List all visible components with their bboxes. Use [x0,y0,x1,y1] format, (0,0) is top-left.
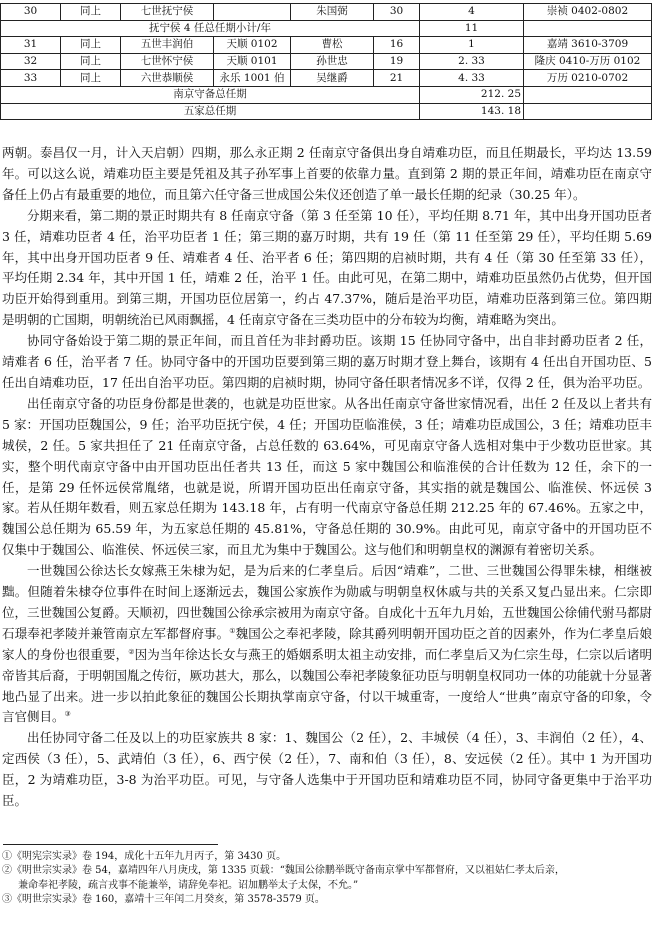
footnote-divider [3,844,218,845]
cell-name: 吴继爵 [291,70,374,87]
cell-index: 31 [1,37,61,54]
total-blank [524,86,652,103]
cell-years: 4 [420,4,524,21]
paragraph: 出任南京守备的功臣身份都是世袭的，也就是功臣世家。从各出任南京守备世家情况看，出任 2 任及以上者共有 5 家：开国功臣魏国公，9 任；治平功臣抚宁侯，4 任；开国功臣临淮侯，3 任；靖难功臣成国公，3 任；靖难功臣丰城侯，2 任。5 家共担任了 21 任南京守备，占总任数的 63.64%，可见南京守备人选相对集中于少数功臣世家。其实，整个明代南京守备中由开国功臣出任者共 13 任，而这 5 家中魏国公和临淮侯的合计任数为 12 任，余下的一任，是第 29 任怀远侯常胤绪，也就是说，所谓开国功臣出任南京守备，其实指的就是魏国公、临淮侯、怀远侯 3 家。若从任期年数看，则五家总任期为 143.18 年，占有明一代南京守备总任期 212.25 年的 67.46%。五家之中，魏国公总任期为 65.59 年，为五家总任期的 45.81%，守备总任期的 30.9%。由此可见，南京守备中的开国功臣不仅集中于魏国公、临淮侯、怀远侯三家，而且尤为集中于魏国公。这与他们和明朝皇权的渊源有着密切关系。 [2,395,652,558]
paragraph: 分期来看，第二期的景正时期共有 8 任南京守备（第 3 任至第 10 任），平均任期 8.71 年，其中出身开国功臣者 3 任，靖难功臣者 4 任，治平功臣者 1 任；第三期的嘉万时期，共有 19 任（第 11 任至第 29 任），平均任期 5.69 年，其中出身开国功臣者 9 任、靖难者 4 任、治平者 6 任；第四期的启祯时期，共有 4 任（第 30 任至第 33 任），平均任期 2.34 年，其中开国 1 任，靖难 2 任，治平 1 任。由此可见，在第二期中，靖难功臣虽然仍占优势，但开国功臣开始得到重用。到第三期，开国功臣位居第一，约占 47.37%，随后是治平功臣，靖难功臣落到第三位。第四期是明朝的亡国期，明朝统治已风雨飘摇，4 任南京守备在三类功臣中的分布较为均衡，靖难略为突出。 [2,207,652,328]
paragraph: 两朝。泰昌仅一月，计入天启朝）四期，那么永正期 2 任南京守备俱出身自靖难功臣，而且任期最长，平均达 13.59 年。可以这么说，靖难功臣主要是凭祖及其子孙军事上首要的依靠力量。直到第 2 期的景正年间，靖难功臣在南京守备任上仍占有最重要的地位，而且第六任守备三世成国公朱仪还创造了单一最长任期的纪录（30.25 年）。 [2,145,652,202]
subtotal-value: 11 [420,20,524,37]
cell-ennobled: 永乐 1001 伯 [214,70,291,87]
cell-index: 33 [1,70,61,87]
subtotal-blank [524,20,652,37]
cell-title: 七世抚宁侯 [121,4,214,21]
subtotal-label: 抚宁侯 4 任总任期小计/年 [1,20,420,37]
cell-index: 32 [1,53,61,70]
cell-title: 六世恭顺侯 [121,70,214,87]
cell-period: 嘉靖 3610-3709 [524,37,652,54]
paragraph: 出任协同守备二任及以上的功臣家族共 8 家：1、魏国公（2 任），2、丰城侯（4 任），3、丰润伯（2 任），4、定西侯（3 任），5、武靖伯（3 任），6、西宁侯（2 任），7、南和伯（3 任），8、安远侯（2 任）。其中 1 为开国功臣，2 为靖难功臣，3-8 为治平功臣。可见，与守备人选集中于开国功臣和靖难功臣不同，协同守备更集中于治平功臣。 [2,730,652,809]
tenure-table [0,3,652,120]
subtotal-row [1,20,652,37]
cell-name: 朱国弼 [291,4,374,21]
cell-ennobled [214,4,291,21]
table-row [1,70,652,87]
footnote-mark[interactable]: ② [128,647,135,656]
cell-order: 30 [374,4,420,21]
paragraph: 协同守备始设于第二期的景正年间，而且首任为非封爵功臣。该期 15 任协同守备中，出自非封爵功臣者 2 任，靖难者 6 任，治平者 7 任。协同守备中的开国功臣要到第三期的嘉万时期才登上舞台，该期有 4 任出自开国功臣、5 任出自靖难功臣，17 任出自治平功臣。第四期的启祯时期，协同守备任职者情况多不详，仅得 2 任，俱为治平功臣。 [2,333,652,390]
total-five-row [1,103,652,120]
body-text [2,143,652,812]
cell-period: 崇祯 0402-0802 [524,4,652,21]
total-blank [524,103,652,120]
cell-period: 万历 0210-0702 [524,70,652,87]
cell-category: 同上 [61,4,121,21]
table-row [1,53,652,70]
cell-title: 五世丰润伯 [121,37,214,54]
table-row [1,4,652,21]
footnote-mark[interactable]: ③ [64,710,71,719]
cell-order: 21 [374,70,420,87]
cell-category: 同上 [61,53,121,70]
footnote [2,864,652,878]
cell-name: 曹松 [291,37,374,54]
cell-order: 16 [374,37,420,54]
footnote-text: 《明世宗实录》卷 160，嘉靖十三年闰二月癸亥，第 3578-3579 页。 [12,894,325,906]
footnote [2,893,652,907]
table-row [1,37,652,54]
cell-ennobled: 天顺 0101 [214,53,291,70]
cell-years: 1 [420,37,524,54]
paragraph-text: 因为当年徐达长女与燕王的婚姻系明太祖主动安排，而仁孝皇后又为仁宗生母，仁宗以后诸明帝皆其后裔，于明朝国胤之传衍，厥功甚大，那么，以魏国公奉祀孝陵象征功臣与明朝皇权同功一体的功能就十分显著地凸显了出来。进一步以拍此象征的魏国公长期执掌南京守备，付以干城重寄，一度给人“世典”南京守备的印象，令言官侧目。 [2,646,652,725]
cell-ennobled: 天顺 0102 [214,37,291,54]
cell-name: 孙世忠 [291,53,374,70]
total-nanjing-label: 南京守备总任期 [1,86,420,103]
paragraph [2,561,652,728]
cell-years: 2. 33 [420,53,524,70]
total-nanjing-value: 212. 25 [420,86,524,103]
footnote-number: ② [2,865,12,877]
cell-years: 4. 33 [420,70,524,87]
cell-index: 30 [1,4,61,21]
cell-category: 同上 [61,70,121,87]
cell-order: 19 [374,53,420,70]
footnote-number: ① [2,851,12,862]
cell-title: 七世怀宁侯 [121,53,214,70]
total-nanjing-row [1,86,652,103]
footnotes [2,850,652,908]
footnote-number: ③ [2,894,12,906]
total-five-label: 五家总任期 [1,103,420,120]
cell-category: 同上 [61,37,121,54]
cell-period: 隆庆 0410-万历 0102 [524,53,652,70]
paragraph-text: 一世魏国公徐达长女嫁燕王朱棣为妃，是为后来的仁孝皇后。后因“靖难”，二世、三世魏国公得罪朱棣，相继被黜。但随着朱棣夺位事件在时间上逐渐远去，魏国公家族作为勋戚与明朝皇权休戚与共的关系又复凸显出来。仁宗即位，三世魏国公复爵。天顺初，四世魏国公徐承宗被用为南京守备。自成化十五年九月始，五世魏国公徐俌代驸马都尉石璟奉祀孝陵并兼管南京左军都督府事。 [2,563,652,641]
footnote [2,850,652,864]
footnote-text: 《明宪宗实录》卷 194，成化十五年九月丙子，第 3430 页。 [12,851,287,862]
total-five-value: 143. 18 [420,103,524,120]
footnote-continuation: 兼命奉祀孝陵，疏言戎事不能兼举，请辞免奉祀。诏加鹏举太子太保，不允。” [18,879,359,891]
footnote-mark[interactable]: ① [229,626,236,635]
footnote-text: 《明世宗实录》卷 54，嘉靖四年八月庚戌，第 1335 页载：“魏国公徐鹏举既守备南京掌中军都督府，又以祖姑仁孝太后亲， [12,865,565,877]
paragraph-text: 魏国公之奉祀孝陵，除其爵列明朝开国功臣之首的因素外，作为仁孝皇后娘家人的身份也很重要， [2,625,652,662]
